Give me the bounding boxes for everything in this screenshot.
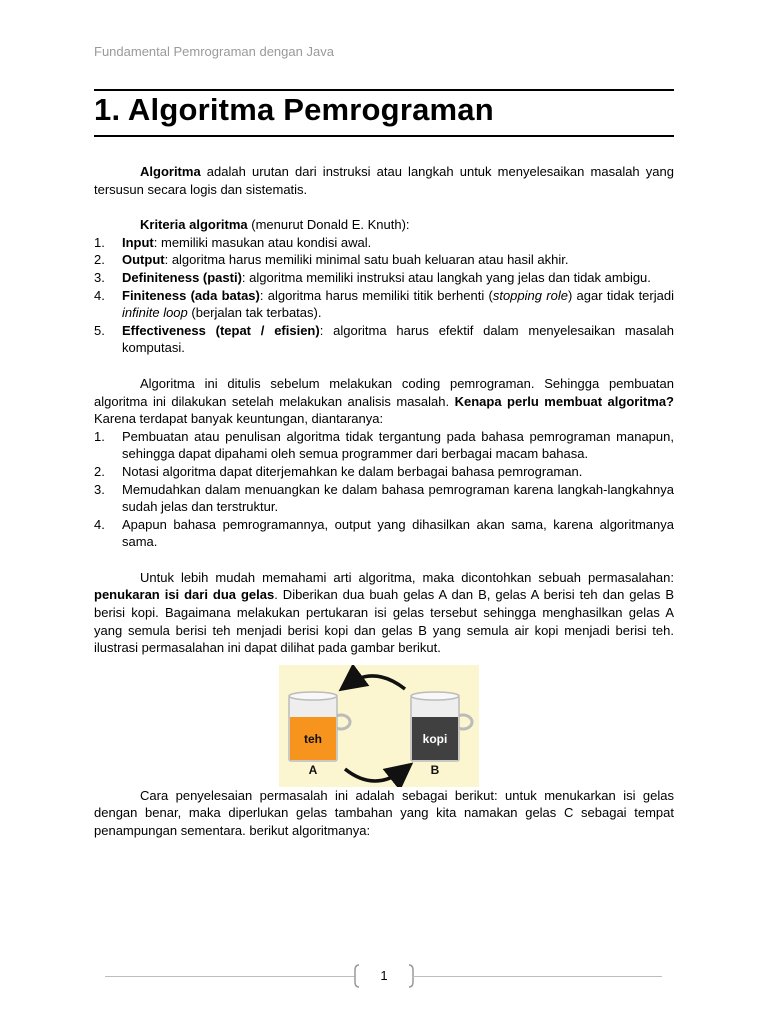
list-item [94,287,674,322]
list-italic: stopping role [492,287,568,303]
list-item [94,322,674,357]
title-rule-bottom [94,135,674,137]
list-item [94,481,674,516]
criteria-intro-rest: (menurut Donald E. Knuth): [247,217,410,233]
term-algoritma: Algoritma [140,164,201,179]
list-text: Notasi algoritma dapat diterjemahkan ke dalam berbagai bahasa pemrograman. [122,463,583,479]
list-number: 4. [94,287,105,303]
list-term: Effectiveness (tepat / efisien) [122,322,320,338]
list-text: Pembuatan atau penulisan algoritma tidak tergantung pada bahasa pemrograman manapun, sehingga dapat dipahami oleh semua programmer dari berbagai macam bahasa. [122,428,674,462]
glass-swap-svg [279,665,479,787]
swap-arrow-bottom [345,769,405,781]
list-number: 3. [94,481,105,497]
list-item [94,516,674,551]
list-item [94,251,674,269]
list-term: Definiteness (pasti) [122,269,242,285]
page-number: 1 [380,968,388,983]
footer-rule-right [412,976,662,977]
why-text: Algoritma ini ditulis sebelum melakukan coding pemrograman. Sehingga pembuatan algoritma ini dilakukan setelah melakukan analisis masalah. [94,375,674,409]
chapter-title: 1. Algoritma Pemrograman [94,92,494,127]
list-term: Output [122,252,165,268]
list-number: 2. [94,252,105,268]
list-number: 1. [94,234,105,250]
benefits-list [94,428,674,551]
footer-rule-left [105,976,355,977]
document-body [94,163,674,840]
swap-arrow-top [347,676,405,689]
definition-text: adalah urutan dari instruksi atau langkah untuk menyelesaikan masalah yang tersusun secara logis dan sistematis. [94,164,674,197]
list-item [94,463,674,481]
example-rest: . Diberikan dua buah gelas A dan B, gelas A berisi teh dan gelas B berisi kopi. Bagaimana melakukan pertukaran isi gelas tersebut sehingga menghasilkan gelas A yang semula berisi teh menjadi berisi kopi dan gelas B yang semula air kopi menjadi berisi teh. ilustrasi permasalahan ini dapat dilihat pada gambar berikut. [94,587,674,656]
paragraph-solution: Cara penyelesaian permasalah ini adalah sebagai berikut: untuk menukarkan isi gelas dengan benar, maka diperlukan gelas tambahan yang kita namakan gelas C sebagai tempat penampungan sementara. berikut algoritmanya: [94,787,674,839]
list-text: : algoritma harus memiliki titik berhenti ( [259,287,493,303]
list-number: 4. [94,516,105,532]
title-rule-top [94,89,674,91]
list-text: : algoritma harus memiliki minimal satu buah keluaran atau hasil akhir. [164,252,569,268]
list-text: : algoritma harus efektif dalam menyelesaikan masalah komputasi. [122,322,675,356]
example-bold: penukaran isi dari dua gelas [94,587,275,603]
list-text: : algoritma memiliki instruksi atau langkah yang jelas dan tidak ambigu. [241,269,651,285]
list-item [94,269,674,287]
criteria-intro-bold: Kriteria algoritma [140,217,248,233]
criteria-intro [94,216,674,234]
why-question: Kenapa perlu membuat algoritma? [454,393,674,409]
list-number: 5. [94,322,105,338]
paragraph-example [94,569,674,657]
glass-a-content-label: teh [304,731,322,746]
list-text: Apapun bahasa pemrogramannya, output yang dihasilkan akan sama, karena algoritmanya sama. [122,516,674,550]
paragraph-why [94,375,674,428]
glass-b [411,692,472,761]
list-number: 1. [94,428,105,444]
list-italic: infinite loop [122,305,188,321]
list-text: Memudahkan dalam menuangkan ke dalam bahasa pemrograman karena langkah-langkahnya sudah jelas dan terstruktur. [122,481,674,515]
list-item [94,234,674,252]
list-term: Input [122,234,154,250]
list-item [94,428,674,463]
glass-a [289,692,350,761]
paragraph-definition [94,163,674,198]
list-text: ) agar tidak terjadi [567,287,674,303]
list-text: (berjalan tak terbatas). [187,305,322,321]
list-number: 3. [94,269,105,285]
list-term: Finiteness (ada batas) [122,287,260,303]
figure-container [94,665,674,787]
list-text: : memiliki masukan atau kondisi awal. [153,234,372,250]
list-number: 2. [94,463,105,479]
glass-a-label: A [308,762,318,777]
running-header: Fundamental Pemrograman dengan Java [94,44,334,59]
why-rest: Karena terdapat banyak keuntungan, diantaranya: [94,411,384,427]
glass-b-content-label: kopi [422,731,448,746]
criteria-list [94,234,674,357]
example-text: Untuk lebih mudah memahami arti algoritma, maka dicontohkan sebuah permasalahan: [140,569,674,585]
glass-b-label: B [430,762,440,777]
glass-swap-illustration [279,665,479,787]
